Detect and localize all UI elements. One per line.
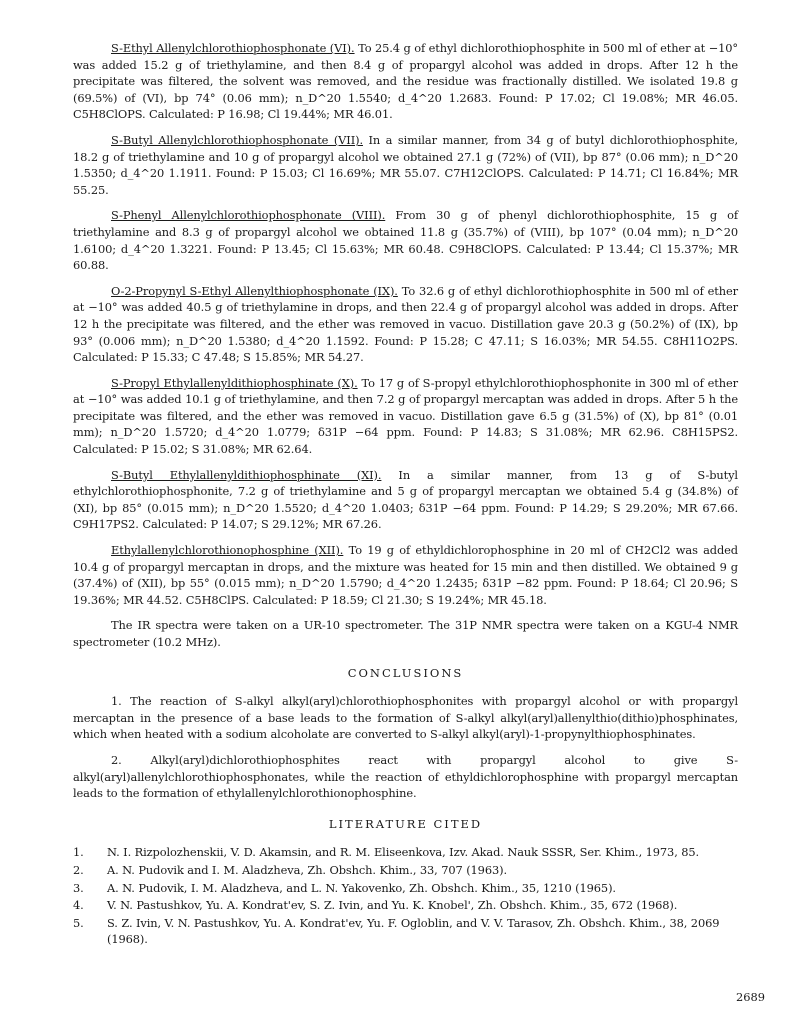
reference-item (73, 844, 738, 861)
reference-text: A. N. Pudovik and I. M. Aladzheva, Zh. Obshch. Khim., 33, 707 (1963). (107, 862, 507, 877)
conclusions-title: CONCLUSIONS (347, 665, 464, 680)
literature-title: LITERATURE CITED (328, 816, 483, 831)
reference-number: 5. (73, 915, 84, 930)
reference-item (73, 915, 738, 948)
paragraph-text: To 19 g of ethyldichlorophosphine in 20 ml of CH2Cl2 was added 10.4 g of propargyl mercaptan in drops, and the mixture was heated for 15 min and then distilled. We obtained 9 g (37.4%) of (XII), bp 55° (0.015 mm); n_D^20 1.5790; d_4^20 1.2435; δ31P −82 ppm. Found: P 18.64; Cl 20.96; S 19.36%; MR 44.52. C5H8ClPS. Calculated: P 18.59; Cl 21.30; S 19.24%; MR 45.18. (73, 543, 738, 607)
compound-heading: S-Phenyl Allenylchlorothiophosphonate (VIII). (111, 208, 386, 223)
reference-item (73, 862, 738, 879)
reference-item (73, 897, 738, 914)
reference-number: 2. (73, 862, 84, 877)
experimental-paragraph (73, 542, 738, 608)
spectra-note (73, 617, 738, 650)
reference-number: 3. (73, 880, 84, 895)
compound-heading: S-Butyl Allenylchlorothiophosphonate (VII). (111, 132, 363, 147)
paragraph-text: To 25.4 g of ethyl dichlorothiophosphite in 500 ml of ether at −10° was added 15.2 g of triethylamine, and then 8.4 g of propargyl alcohol was added in drops. After 12 h the precipitate was filtered, the solvent was removed, and the residue was fractionally distilled. We isolated 19.8 g (69.5%) of (VI), bp 74° (0.06 mm); n_D^20 1.5540; d_4^20 1.2683. Found: P 17.02; Cl 19.08%; MR 46.05. C5H8ClOPS. Calculated: P 16.98; Cl 19.44%; MR 46.01. (73, 41, 738, 122)
page-number: 2689 (736, 990, 765, 1004)
experimental-paragraph (73, 207, 738, 273)
compound-heading: Ethylallenylchlorothionophosphine (XII). (111, 543, 344, 558)
compound-heading: S-Butyl Ethylallenyldithiophosphinate (XI). (111, 467, 382, 482)
experimental-paragraph (73, 132, 738, 198)
reference-text: V. N. Pastushkov, Yu. A. Kondrat'ev, S. Z. Ivin, and Yu. K. Knobel', Zh. Obshch. Khim., 35, 672 (1968). (107, 898, 678, 913)
experimental-paragraph (73, 467, 738, 533)
reference-number: 1. (73, 845, 84, 860)
paragraph-text: To 32.6 g of ethyl dichlorothiophosphite in 500 ml of ether at −10° was added 40.5 g of triethylamine in drops, and then 22.4 g of propargyl alcohol was added in drops. After 12 h the precipitate was filtered, and the ether was removed in vacuo. Distillation gave 20.3 g (50.2%) of (IX), bp 93° (0.006 mm); n_D^20 1.5380; d_4^20 1.1592. Found: P 15.28; C 47.11; S 16.03%; MR 54.55. C8H11O2PS. Calculated: P 15.33; C 47.48; S 15.85%; MR 54.27. (73, 283, 738, 365)
paragraph-text: To 17 g of S-propyl ethylchlorothiophosphonite in 300 ml of ether at −10° was added 10.1 g of triethylamine, and then 7.2 g of propargyl mercaptan was added in drops. After 5 h the precipitate was filtered, and the ether was removed in vacuo. Distillation gave 6.5 g (31.5%) of (X), bp 81° (0.01 mm); n_D^20 1.5720; d_4^20 1.0779; δ31P −64 ppm. Found: P 14.83; S 31.08%; MR 62.96. C8H15PS2. Calculated: P 15.02; S 31.08%; MR 62.64. (73, 375, 738, 457)
paragraph-text: From 30 g of phenyl dichlorothiophosphite, 15 g of triethylamine and 8.3 g of propargyl alcohol we obtained 11.8 g (35.7%) of (VIII), bp 107° (0.04 mm); n_D^20 1.6100; d_4^20 1.3221. Found: P 13.45; Cl 15.63%; MR 60.48. C9H8ClOPS. Calculated: P 13.44; Cl 15.37%; MR 60.88. (73, 208, 738, 273)
compound-heading: S-Propyl Ethylallenyldithiophosphinate (X). (111, 375, 358, 390)
conclusion-item: 2. Alkyl(aryl)dichlorothiophosphites react with propargyl alcohol to give S-alkyl(aryl)allenylchlorothiophosphonates, while the reaction of ethyldichlorophosphine with propargyl mercaptan leads to the formation of ethylallenylchlorothionophosphine. (73, 752, 738, 801)
reference-list (73, 844, 738, 948)
reference-text: A. N. Pudovik, I. M. Aladzheva, and L. N. Yakovenko, Zh. Obshch. Khim., 35, 1210 (1965). (107, 880, 616, 895)
experimental-paragraph (73, 375, 738, 458)
reference-text: N. I. Rizpolozhenskii, V. D. Akamsin, and R. M. Eliseenkova, Izv. Akad. Nauk SSSR, Ser. Khim., 1973, 85. (107, 845, 700, 860)
experimental-paragraph (73, 40, 738, 123)
paragraph-text: In a similar manner, from 34 g of butyl dichlorothiophosphite, 18.2 g of triethylamine and 10 g of propargyl alcohol we obtained 27.1 g (72%) of (VII), bp 87° (0.06 mm); n_D^20 1.5350; d_4^20 1.1911. Found: P 15.03; Cl 16.69%; MR 55.07. C7H12ClOPS. Calculated: P 14.71; Cl 16.84%; MR 55.25. (73, 132, 738, 197)
paper-page (73, 40, 738, 949)
paragraph-text: In a similar manner, from 13 g of S-butyl ethylchlorothiophosphonite, 7.2 g of triethylamine and 5 g of propargyl mercaptan we obtained 5.4 g (34.8%) of (XI), bp 85° (0.015 mm); n_D^20 1.5520; d_4^20 1.0403; δ31P −64 ppm. Found: P 14.29; S 29.20%; MR 67.66. C9H17PS2. Calculated: P 14.07; S 29.12%; MR 67.26. (73, 467, 738, 532)
paragraph-text: The IR spectra were taken on a UR-10 spectrometer. The 31P NMR spectra were taken on a KGU-4 NMR spectrometer (10.2 MHz). (73, 618, 738, 649)
conclusion-item: 1. The reaction of S-alkyl alkyl(aryl)chlorothiophosphonites with propargyl alcohol or with propargyl mercaptan in the presence of a base leads to the formation of S-alkyl alkyl(aryl)allenylthio(dithio)phosphinates, which when heated with a sodium alcoholate are converted to S-alkyl alkyl(aryl)-1-propynylthiophosphinates. (73, 694, 738, 742)
reference-item (73, 880, 738, 897)
compound-heading: S-Ethyl Allenylchlorothiophosphonate (VI). (111, 41, 355, 55)
compound-heading: O-2-Propynyl S-Ethyl Allenylthiophosphonate (IX). (111, 283, 398, 298)
reference-number: 4. (73, 898, 84, 913)
reference-text: S. Z. Ivin, V. N. Pastushkov, Yu. A. Kondrat'ev, Yu. F. Ogloblin, and V. V. Tarasov, Zh. Obshch. Khim., 38, 2069 (1968). (107, 915, 720, 947)
experimental-paragraph (73, 283, 738, 366)
